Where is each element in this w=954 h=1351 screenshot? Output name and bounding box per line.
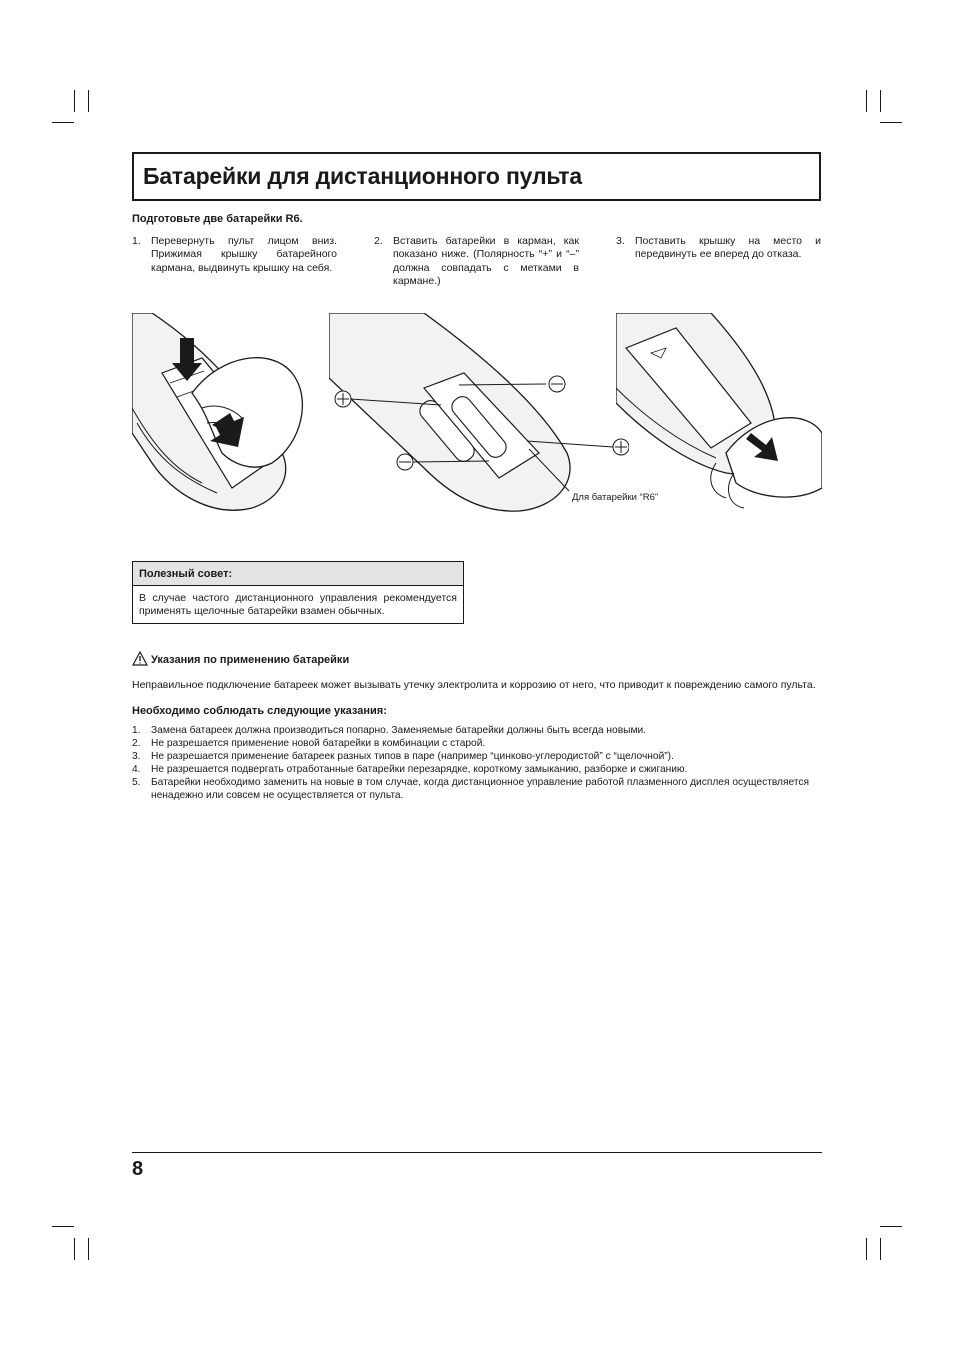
warning-intro: Неправильное подключение батареек может вызывать утечку электролита и коррозию от него, что приводит к повреждению самого пульта. xyxy=(132,679,816,691)
battery-type-callout: Для батарейки “R6” xyxy=(572,492,659,503)
step-1 xyxy=(132,235,337,275)
step-3 xyxy=(616,235,821,262)
list-item: 5. Батарейки необходимо заменить на новые в том случае, когда дистанционное управление работой плазменного дисплея осуществляется ненадежно или совсем не осуществляется от пульта. xyxy=(132,777,809,801)
page-title: Батарейки для дистанционного пульта xyxy=(143,163,582,189)
warning-subheading: Необходимо соблюдать следующие указания: xyxy=(132,705,387,717)
list-item: 4. Не разрешается подвергать отработанные батарейки перезарядке, короткому замыканию, разборке и сжиганию. xyxy=(132,764,688,775)
footer-divider xyxy=(132,1152,822,1153)
step-2 xyxy=(374,235,579,288)
illustration-remove-cover xyxy=(132,313,312,513)
warning-heading xyxy=(132,651,349,666)
title-box xyxy=(132,152,821,201)
tip-heading: Полезный совет: xyxy=(133,562,463,586)
step-text: Поставить крышку на место и передвинуть ее вперед до отказа. xyxy=(635,235,821,261)
page-number: 8 xyxy=(132,1158,144,1180)
tip-box xyxy=(132,561,464,624)
step-number: 3. xyxy=(616,235,625,247)
prep-heading: Подготовьте две батарейки R6. xyxy=(132,213,303,225)
list-item: 3. Не разрешается применение батареек разных типов в паре (например “цинково-углеродистой” с “щелочной”). xyxy=(132,751,674,762)
tip-body: В случае частого дистанционного управления рекомендуется применять щелочные батарейки взамен обычных. xyxy=(139,592,457,617)
step-number: 2. xyxy=(374,235,383,247)
step-number: 1. xyxy=(132,235,141,247)
step-text: Вставить батарейки в карман, как показано ниже. (Полярность “+” и “–” должна совпадать с метками в кармане.) xyxy=(393,235,579,287)
illustration-insert-batteries xyxy=(329,313,629,513)
step-text: Перевернуть пульт лицом вниз. Прижимая крышку батарейного кармана, выдвинуть крышку на себя. xyxy=(151,235,337,274)
illustration-replace-cover xyxy=(616,313,822,513)
warning-triangle-icon xyxy=(132,651,148,666)
warning-list xyxy=(132,724,822,802)
warning-title: Указания по применению батарейки xyxy=(151,654,350,666)
list-item: 2. Не разрешается применение новой батарейки в комбинации с старой. xyxy=(132,738,486,749)
list-item: 1. Замена батареек должна производиться попарно. Заменяемые батарейки должны быть всегда новыми. xyxy=(132,725,646,736)
